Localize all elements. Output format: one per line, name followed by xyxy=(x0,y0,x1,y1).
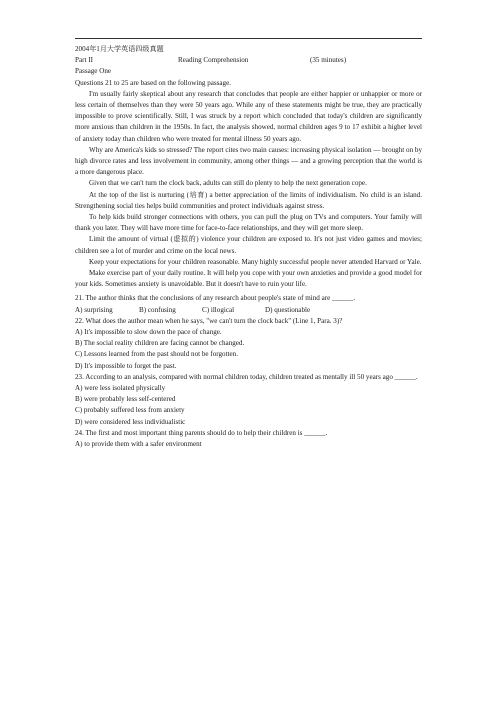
option-a[interactable]: A) surprising xyxy=(75,305,113,314)
question-21 xyxy=(75,293,422,315)
option-d[interactable]: D) It's impossible to forget the past. xyxy=(75,361,177,370)
paragraph: To help kids build stronger connections with others, you can pull the plug on TVs and computers. Your family will thank you later. They will have more time for face-to-face relationships, and they will get more sleep. xyxy=(75,213,422,233)
option-c[interactable]: C) Lessons learned from the past should not be forgotten. xyxy=(75,350,238,359)
option-a[interactable]: A) to provide them with a safer environment xyxy=(75,440,202,449)
paragraph: Make exercise part of your daily routine. It will help you cope with your own anxieties and provide a good model for your kids. Sometimes anxiety is unavoidable. But it doesn't have to ruin your life. xyxy=(75,269,422,289)
part-header xyxy=(75,55,422,66)
document-title: 2004年1月大学英语四级真题 xyxy=(75,45,164,53)
option-a[interactable]: A) It's impossible to slow down the pace of change. xyxy=(75,328,222,337)
passage-instruction: Questions 21 to 25 are based on the following passage. xyxy=(75,78,232,87)
question-stem: 24. The first and most important thing parents should do to help their children is ______. xyxy=(75,428,328,437)
option-d[interactable]: D) questionable xyxy=(265,305,311,314)
paragraph: I'm usually fairly skeptical about any research that concludes that people are either happier or unhappier or more or less certain of themselves than they were 50 years ago. While any of these statements might be true, they are practically impossible to prove scientifically. Still, I was struck by a report which concluded that today's children are significantly more anxious than children in the 1950s. In fact, the analysis showed, normal children ages 9 to 17 exhibit a higher level of anxiety today than children who were treated for mental illness 50 years ago. xyxy=(75,89,422,143)
option-d[interactable]: D) were considered less individualistic xyxy=(75,417,186,426)
option-a[interactable]: A) were less isolated physically xyxy=(75,384,166,393)
option-b[interactable]: B) confusing xyxy=(139,305,176,314)
options-row xyxy=(75,305,422,316)
option-c[interactable]: C) probably suffered less from anxiety xyxy=(75,406,185,415)
paragraph: Keep your expectations for your children reasonable. Many highly successful people never attended Harvard or Yale. xyxy=(89,257,422,266)
question-stem: 23. According to an analysis, compared with normal children today, children treated as mentally ill 50 years ago ______. xyxy=(75,372,418,381)
option-c[interactable]: C) illogical xyxy=(202,305,235,314)
paragraph: Why are America's kids so stressed? The report cites two main causes: increasing physical isolation — brought on by high divorce rates and less involvement in community, among other things — and a growing perception that the world is a more dangerous place. xyxy=(75,145,422,177)
paragraph: At the top of the list is nurturing (培育) a better appreciation of the limits of individualism. No child is an island. Strengthening social ties helps build communities and protect individuals against stress. xyxy=(75,190,422,210)
question-stem: 22. What does the author mean when he says, "we can't turn the clock back" (Line 1, Para. 3)? xyxy=(75,316,343,325)
paragraph: Limit the amount of virtual (虚拟的) violence your children are exposed to. It's not just video games and movies; children see a lot of murder and crime on the local news. xyxy=(75,235,422,255)
passage-label: Passage One xyxy=(75,67,112,76)
question-24 xyxy=(75,428,422,450)
part-label: Part II xyxy=(75,56,93,65)
option-b[interactable]: B) The social reality children are facing cannot be changed. xyxy=(75,339,245,348)
option-b[interactable]: B) were probably less self-centered xyxy=(75,395,176,404)
paragraph: Given that we can't turn the clock back, adults can still do plenty to help the next generation cope. xyxy=(89,179,367,188)
content-column xyxy=(75,44,422,450)
question-stem: 21. The author thinks that the conclusions of any research about people's state of mind are ______. xyxy=(75,294,356,303)
part-title: Reading Comprehension xyxy=(178,56,249,65)
part-time: (35 minutes) xyxy=(310,56,347,65)
top-rule xyxy=(75,38,422,39)
question-23 xyxy=(75,372,422,428)
question-22 xyxy=(75,316,422,372)
